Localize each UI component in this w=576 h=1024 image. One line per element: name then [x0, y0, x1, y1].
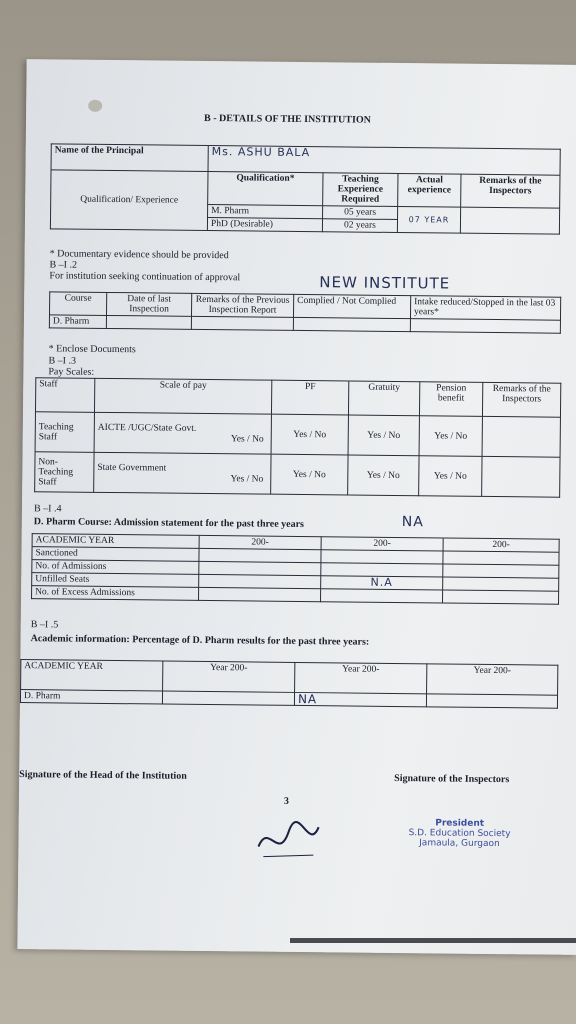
new-institute-handwritten: NEW INSTITUTE: [319, 273, 451, 293]
remarks-header: Remarks of the Inspectors: [461, 174, 560, 208]
teaching-gratuity: Yes / No: [348, 415, 419, 456]
b12-course-value: D. Pharm: [49, 315, 106, 329]
results-dpharm-label: D. Pharm: [20, 690, 162, 704]
qual-header: Qualification*: [208, 171, 323, 205]
b12-complied-header: Complied / Not Complied: [293, 294, 410, 318]
b12-heading: For institution seeking continuation of approval: [49, 270, 241, 284]
academic-year-label: ACADEMIC YEAR: [32, 534, 199, 549]
remarks-cell: [460, 207, 559, 234]
society-stamp: [408, 818, 510, 849]
b12-table: [49, 291, 561, 333]
qualification-label: Qualification/ Experience: [50, 170, 208, 231]
teaching-exp-header: Teaching Experience Required: [323, 173, 398, 207]
gratuity-header: Gratuity: [348, 381, 419, 416]
results-year-3: Year 200-: [427, 664, 558, 695]
unfilled-label: Unfilled Seats: [32, 573, 199, 588]
b12-date-header: Date of last Inspection: [106, 292, 191, 316]
enclose-note: * Enclose Documents: [48, 343, 136, 356]
non-teaching-remarks: [482, 456, 560, 497]
qual-phd: PhD (Desirable): [207, 217, 322, 231]
teaching-staff-label: Teaching Staff: [35, 412, 94, 453]
pf-header: PF: [271, 380, 348, 415]
principal-table: [50, 143, 561, 234]
head-signature-label: Signature of the Head of the Institution: [19, 769, 187, 782]
non-teaching-gratuity: Yes / No: [348, 455, 419, 496]
stamp-line-1: President: [435, 818, 485, 829]
admission-cell: [199, 574, 321, 588]
non-teaching-scale: State Government: [97, 462, 167, 474]
teaching-scale: AICTE /UGC/State Govt.: [97, 422, 197, 434]
non-teaching-pension: Yes / No: [419, 456, 482, 497]
admission-cell: [443, 551, 559, 565]
admissions-label: No. of Admissions: [32, 560, 199, 575]
b14-code: B –I .4: [33, 503, 62, 515]
excess-label: No. of Excess Admissions: [32, 586, 199, 601]
section-title: B - DETAILS OF THE INSTITUTION: [204, 112, 371, 126]
results-table: [20, 659, 558, 709]
b12-intake-header: Intake reduced/Stopped in the last 03 years*: [410, 296, 560, 321]
document-page: [17, 59, 576, 955]
sanctioned-label: Sanctioned: [32, 547, 199, 562]
admission-cell: [199, 548, 321, 562]
documentary-note: * Documentary evidence should be provided: [49, 248, 229, 262]
teaching-pf: Yes / No: [271, 414, 348, 455]
year-3: 200-: [443, 538, 559, 552]
results-na-handwritten: NA: [294, 692, 426, 706]
teaching-scale-cell: [94, 412, 271, 454]
actual-experience-value: 07 YEAR: [397, 206, 460, 233]
results-cell: [426, 694, 557, 708]
admission-cell: [443, 564, 559, 578]
principal-value: Ms. ASHU BALA: [208, 145, 560, 175]
admission-cell: [199, 561, 321, 575]
staff-header: Staff: [35, 378, 94, 413]
b13-code: B –I .3: [48, 355, 77, 367]
pay-scale-table: [34, 377, 561, 498]
stamp-line-3: Jamaula, Gurgaon: [419, 838, 500, 850]
non-teaching-scale-cell: [94, 452, 271, 494]
b15-code: B –I .5: [30, 619, 59, 631]
inspectors-remarks-header: Remarks of the Inspectors: [482, 382, 560, 417]
b12-empty-cell: [293, 317, 410, 331]
b14-heading: D. Pharm Course: Admission statement for the past three years: [33, 516, 305, 531]
principal-label: Name of the Principal: [51, 144, 208, 172]
admission-cell: [321, 589, 443, 603]
results-year-1: Year 200-: [163, 661, 295, 692]
results-year-label: ACADEMIC YEAR: [21, 660, 163, 691]
b12-code: B –I .2: [49, 259, 78, 271]
non-teaching-staff-label: Non-Teaching Staff: [35, 452, 94, 493]
teaching-remarks: [482, 416, 560, 457]
teaching-pension: Yes / No: [419, 416, 482, 457]
year-2: 200-: [321, 537, 443, 551]
year-1: 200-: [199, 535, 321, 549]
admission-cell: [199, 587, 321, 601]
stamp-line-2: S.D. Education Society: [408, 828, 511, 840]
required-mpharm: 05 years: [323, 206, 398, 220]
non-teaching-yes-no: Yes / No: [230, 473, 264, 485]
admission-cell: [443, 577, 559, 591]
admission-cell: [321, 550, 443, 564]
b12-empty-cell: [410, 319, 560, 334]
page-number: 3: [283, 795, 289, 807]
b12-empty-cell: [106, 315, 191, 329]
results-year-2: Year 200-: [295, 662, 427, 693]
qual-mpharm: M. Pharm: [208, 204, 323, 218]
unfilled-na-handwritten: N.A: [321, 576, 443, 590]
b15-heading: Academic information: Percentage of D. Pharm results for the past three years:: [30, 633, 370, 648]
scale-header: Scale of pay: [94, 378, 271, 414]
punch-hole: [88, 100, 102, 112]
non-teaching-pf: Yes / No: [271, 454, 348, 495]
results-cell: [162, 691, 294, 705]
principal-signature: [253, 817, 324, 868]
b12-remarks-header: Remarks of the Previous Inspection Report: [191, 293, 293, 317]
b14-na-handwritten: NA: [401, 514, 424, 531]
b12-empty-cell: [191, 316, 293, 330]
inspectors-signature-label: Signature of the Inspectors: [394, 772, 510, 786]
bottom-strip: [290, 938, 576, 943]
admission-table: [31, 533, 560, 605]
actual-exp-header: Actual experience: [398, 173, 461, 207]
teaching-yes-no: Yes / No: [230, 433, 264, 445]
admission-cell: [443, 590, 559, 604]
pension-header: Pension benefit: [419, 382, 482, 417]
b12-course-header: Course: [49, 292, 106, 316]
b13-heading: Pay Scales:: [48, 366, 95, 378]
required-phd: 02 years: [322, 219, 397, 233]
admission-cell: [321, 563, 443, 577]
